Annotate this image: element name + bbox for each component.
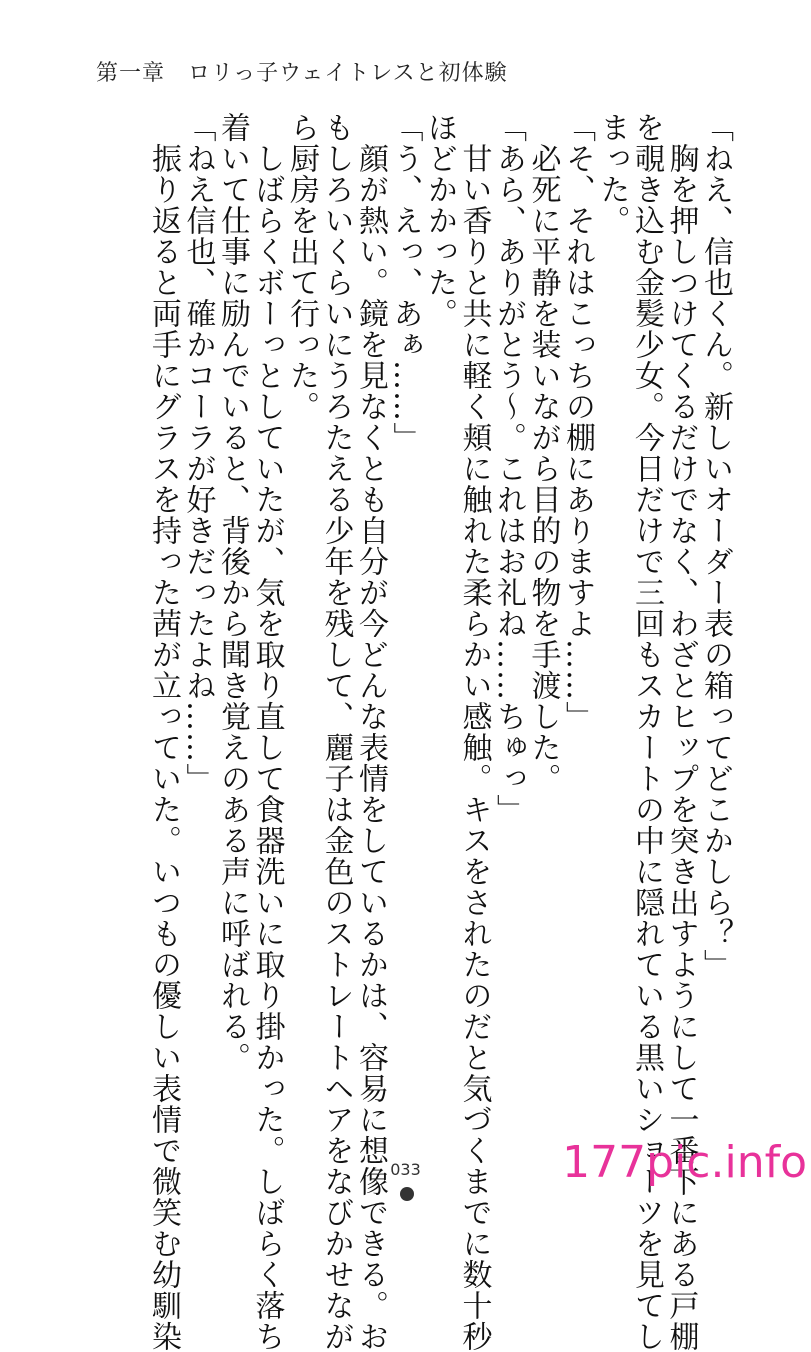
watermark: 177pic.info [562, 1137, 807, 1188]
text-line: 「あら、ありがとう～。これはお礼ね……ちゅっ」 [491, 112, 526, 825]
text-line: を覗き込む金髪少女。今日だけで三回もスカートの中に隠れている黒いショーツを見てし [629, 112, 664, 1352]
text-line: もしろいくらいにうろたえる少年を残して、麗子は金色のストレートヘアをなびかせなが [318, 112, 354, 1352]
text-line: 「ねえ信也、確かコーラが好きだったよね……」 [180, 112, 216, 794]
text-line: 必死に平静を装いながら目的の物を手渡した。 [525, 112, 561, 794]
text-line: まった。 [594, 112, 630, 236]
text-line: 着いて仕事に励んでいると、背後から聞き覚えのある声に呼ばれる。 [215, 112, 250, 1073]
text-line: 「う、えっ、あぁ……」 [387, 112, 423, 453]
text-line: 甘い香りと共に軽く頬に触れた柔らかい感触。キスをされたのだと気づくまでに数十秒 [456, 112, 492, 1352]
text-line: 顔が熱い。鏡を見なくとも自分が今どんな表情をしているかは、容易に想像できる。お [353, 112, 388, 1352]
running-head: 第一章 ロリっ子ウェイトレスと初体験 [96, 61, 508, 86]
bullet-dot [400, 1187, 414, 1201]
text-line: ら厨房を出て行った。 [284, 112, 319, 422]
text-line: 「ねえ、信也くん。新しいオーダー表の箱ってどこかしら？」 [698, 112, 733, 980]
text-line: ほどかかった。 [422, 112, 457, 329]
text-line: 振り返ると両手にグラスを持った茜が立っていた。いつもの優しい表情で微笑む幼馴染 [146, 112, 181, 1352]
text-line: 胸を押しつけてくるだけでなく、わざとヒップを突き出すようにして一番下にある戸棚 [663, 112, 699, 1352]
page-number: 033 [390, 1160, 421, 1179]
text-line: しばらくボーっとしていたが、気を取り直して食器洗いに取り掛かった。しばらく落ち [249, 112, 285, 1352]
text-line: 「そ、それはこっちの棚にありますよ……」 [560, 112, 595, 732]
